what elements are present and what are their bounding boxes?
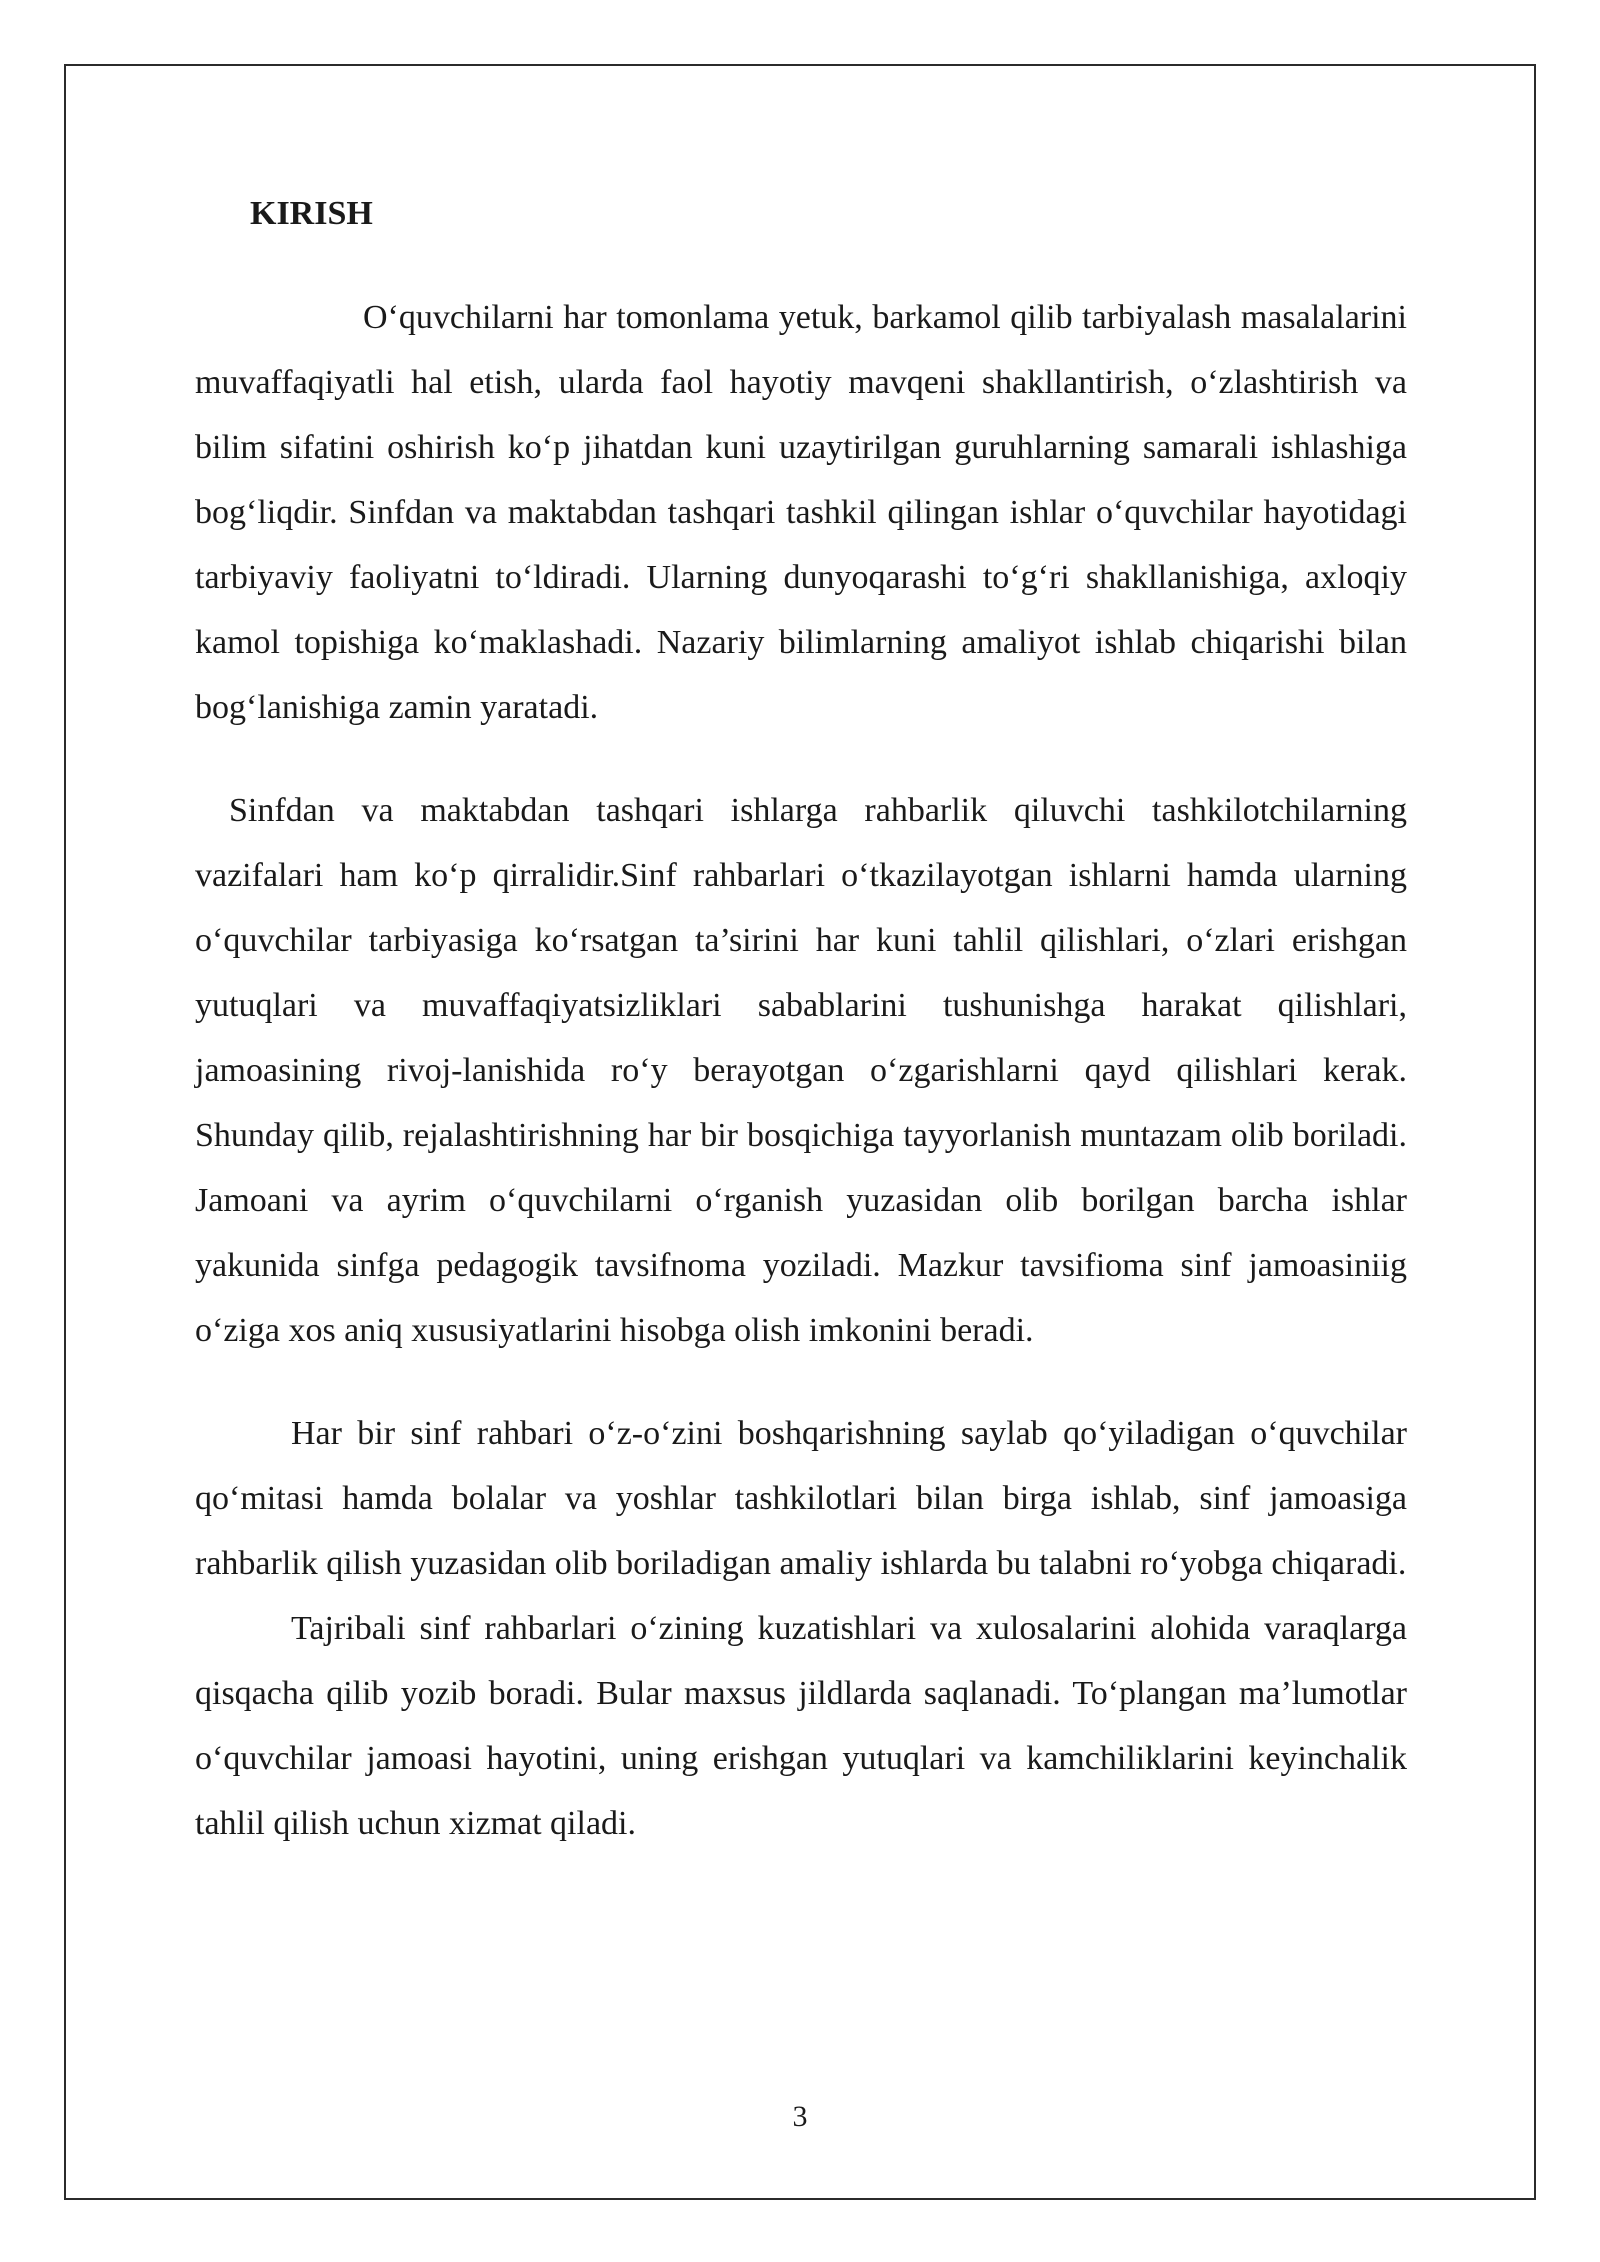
- document-body: [195, 190, 1407, 1856]
- paragraph-4: Tajribali sinf rahbarlari o‘zining kuzatishlari va xulosalarini alohida varaqlarga qisqacha qilib yozib boradi. Bular maxsus jildlarda saqlanadi. To‘plangan ma’lumotlar o‘quvchilar jamoasi hayotini, uning erishgan yutuqlari va kamchiliklarini keyinchalik tahlil qilish uchun xizmat qiladi.: [195, 1610, 1407, 1842]
- page-number: 3: [792, 2100, 808, 2133]
- paragraph-2: Sinfdan va maktabdan tashqari ishlarga rahbarlik qiluvchi tashkilotchilarning vazifalari ham ko‘p qirralidir.Sinf rahbarlari o‘tkazilayotgan ishlarni hamda ularning o‘quvchilar tarbiyasiga ko‘rsatgan ta’sirini har kuni tahlil qilishlari, o‘zlari erishgan yutuqlari va muvaffaqiyatsizliklari sabablarini tushunishga harakat qilishlari, jamoasining rivoj-lanishida ro‘y berayotgan o‘zgarishlarni qayd qilishlari kerak. Shunday qilib, rejalashtirishning har bir bosqichiga tayyorlanish muntazam olib boriladi. Jamoani va ayrim o‘quvchilarni o‘rganish yuzasidan olib borilgan barcha ishlar yakunida sinfga pedagogik tavsifnoma yoziladi. Mazkur tavsifioma sinf jamoasiniig o‘ziga xos aniq xususiyatlarini hisobga olish imkonini beradi.: [195, 792, 1407, 1349]
- paragraph-1: O‘quvchilarni har tomonlama yetuk, barkamol qilib tarbiyalash masalalarini muvaffaqiyatli hal etish, ularda faol hayotiy mavqeni shakllantirish, o‘zlashtirish va bilim sifatini oshirish ko‘p jihatdan kuni uzaytirilgan guruhlarning samarali ishlashiga bog‘liqdir. Sinfdan va maktabdan tashqari tashkil qilingan ishlar o‘quvchilar hayotidagi tarbiyaviy faoliyatni to‘ldiradi. Ularning dunyoqarashi to‘g‘ri shakllanishiga, axloqiy kamol topishiga ko‘maklashadi. Nazariy bilimlarning amaliyot ishlab chiqarishi bilan bog‘lanishiga zamin yaratadi.: [195, 299, 1407, 726]
- paragraph-3: Har bir sinf rahbari o‘z-o‘zini boshqarishning saylab qo‘yiladigan o‘quvchilar qo‘mitasi hamda bolalar va yoshlar tashkilotlari bilan birga ishlab, sinf jamoasiga rahbarlik qilish yuzasidan olib boriladigan amaliy ishlarda bu talabni ro‘yobga chiqaradi.: [195, 1415, 1407, 1582]
- section-heading: KIRISH: [250, 195, 373, 232]
